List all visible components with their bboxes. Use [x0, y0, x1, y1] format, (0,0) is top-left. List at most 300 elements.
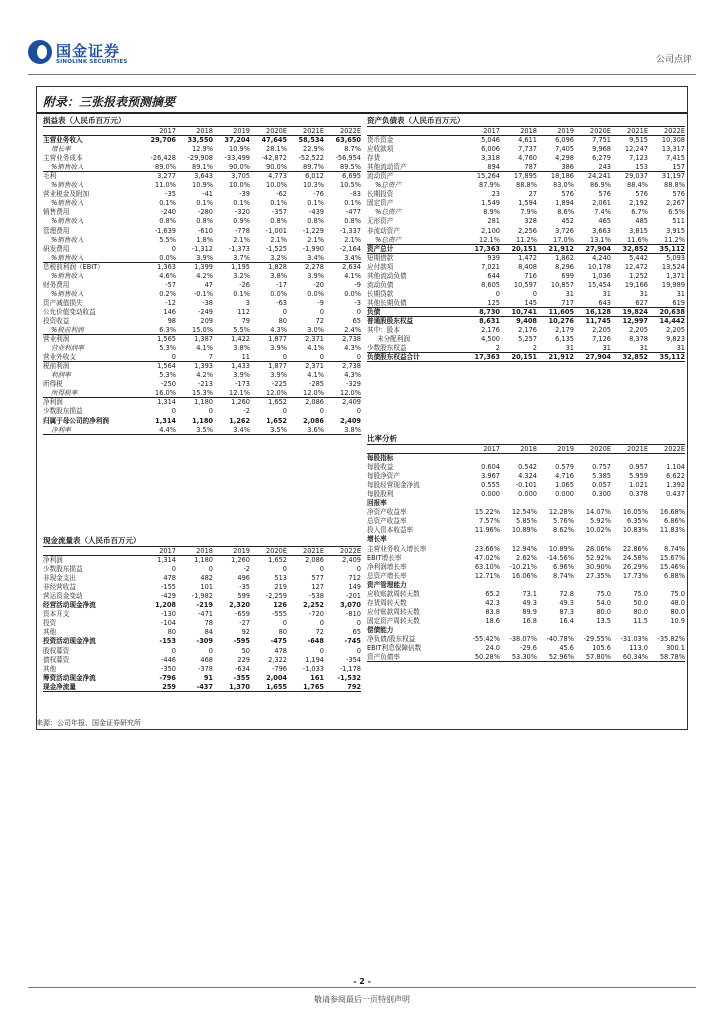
row-label: %销售收入 [51, 271, 84, 280]
year-header: 2022E [664, 445, 685, 453]
table-cell: 50.28% [474, 653, 500, 662]
table-cell: 328 [524, 217, 537, 226]
row-label: 非现金支出 [43, 574, 76, 583]
page-number: - 2 - [353, 977, 371, 986]
table-cell: 20,151 [511, 244, 537, 253]
table-cell: 1,260 [231, 398, 250, 407]
table-cell: 31,197 [661, 172, 685, 181]
header-label [367, 127, 463, 135]
table-cell: 3,815 [629, 226, 648, 235]
table-cell: 577 [311, 574, 324, 583]
table-cell: 24,241 [587, 172, 611, 181]
table-cell: 8.74% [664, 544, 685, 553]
table-cell: 0 [356, 407, 361, 416]
table-row [43, 353, 361, 362]
table-cell: 90.0% [266, 163, 287, 172]
table-cell: 5,046 [481, 136, 500, 145]
table-cell: 87.9% [479, 181, 500, 190]
table-cell: -52,522 [298, 154, 324, 163]
table-cell: 11 [241, 353, 250, 362]
table-cell: -437 [196, 682, 213, 691]
table-cell: 1,262 [229, 416, 250, 425]
table-cell: -40.78% [546, 634, 574, 643]
table-cell: 1,655 [266, 682, 287, 691]
table-cell: 18.6 [485, 616, 500, 625]
table-cell: 0 [319, 407, 324, 416]
table-row [367, 599, 685, 608]
table-cell: 31 [602, 289, 611, 298]
table-row [43, 628, 361, 637]
table-cell: 0.437 [666, 490, 685, 499]
table-cell: 513 [274, 574, 287, 583]
table-cell: -9 [354, 280, 361, 289]
row-label: 净利润 [43, 398, 63, 407]
table-cell: -219 [196, 601, 213, 610]
table-cell: 31 [639, 344, 648, 353]
table-cell: 10.89% [548, 544, 574, 553]
table-cell: 5.3% [159, 344, 176, 353]
table-row [43, 417, 361, 426]
table-cell [463, 499, 500, 508]
table-cell: 80 [167, 628, 176, 637]
table-cell: 0 [171, 646, 176, 655]
table-cell: 259 [162, 682, 176, 691]
table-cell: 22.9% [303, 145, 324, 154]
table-row [43, 227, 361, 236]
table-cell: 19,824 [622, 307, 648, 316]
table-title: 比率分析 [367, 433, 685, 445]
table-cell: 3.4% [307, 253, 324, 262]
table-cell: 1,422 [231, 335, 250, 344]
table-cell: -155 [161, 583, 176, 592]
row-label: 增长率 [367, 535, 387, 544]
table-cell: 7,123 [629, 154, 648, 163]
table-cell: 47.02% [474, 553, 500, 562]
table-row [367, 472, 685, 481]
table-cell: -610 [198, 226, 213, 235]
table-row [367, 208, 685, 217]
table-cell: 3,643 [194, 172, 213, 181]
table-cell: 12,997 [622, 316, 648, 325]
table-cell: 65 [352, 316, 361, 325]
table-cell: 20,638 [659, 307, 685, 316]
table-cell: 65.2 [485, 589, 500, 598]
table-cell: 10,178 [587, 262, 611, 271]
row-label: 归属于母公司的净利润 [43, 416, 109, 425]
row-label: 筹资活动现金净流 [43, 673, 96, 682]
table-cell: 2.1% [270, 235, 287, 244]
table-cell: 4.2% [196, 271, 213, 280]
table-cell: 2.4% [344, 326, 361, 335]
table-row [43, 208, 361, 217]
table-cell: 0.8% [344, 217, 361, 226]
table-cell: 2,371 [305, 335, 324, 344]
table-cell: 3.8% [344, 425, 361, 434]
table-cell [574, 535, 611, 544]
table-row [367, 581, 685, 590]
year-header: 2017 [159, 547, 176, 555]
table-cell: 6.7% [631, 208, 648, 217]
row-label: 应付款项 [367, 262, 394, 271]
row-label: 负债 [367, 307, 381, 316]
table-cell: 10,308 [661, 136, 685, 145]
table-row [367, 535, 685, 544]
table-cell [463, 581, 500, 590]
table-row [367, 454, 685, 463]
year-header: 2019 [233, 127, 250, 135]
table-cell: 20,151 [511, 353, 537, 362]
table-row [43, 398, 361, 407]
table-row [43, 217, 361, 226]
table-cell: 0 [319, 619, 324, 628]
table-cell: 7.57% [479, 517, 500, 526]
table-cell: 0 [171, 565, 176, 574]
table-row [43, 601, 361, 610]
table-row [367, 490, 685, 499]
table-cell [574, 626, 611, 635]
row-label: 销售费用 [43, 208, 70, 217]
row-label: %总资产 [375, 181, 402, 190]
table-row [367, 145, 685, 154]
table-cell: 11.83% [659, 526, 685, 535]
table-cell: 10.9% [192, 181, 213, 190]
table-cell: 0.1% [307, 199, 324, 208]
table-cell: -0.1% [193, 289, 213, 298]
table-cell: 2,278 [305, 262, 324, 271]
table-cell [500, 626, 537, 635]
table-cell: 0.000 [518, 490, 537, 499]
table-cell: 89.5% [340, 163, 361, 172]
table-cell: -1,229 [302, 226, 324, 235]
row-label: 管理费用 [43, 226, 70, 235]
table-cell: 113.0 [629, 644, 648, 653]
table-row [367, 554, 685, 563]
row-label: 固定资产周转天数 [367, 616, 420, 625]
table-cell: 75.0 [670, 589, 685, 598]
table-cell: 2,205 [592, 326, 611, 335]
table-cell: 4.1% [196, 344, 213, 353]
header-label [367, 445, 463, 453]
table-cell: 47 [204, 280, 213, 289]
table-cell: 7.9% [520, 208, 537, 217]
table-cell: 1,370 [229, 682, 250, 691]
table-cell: 0.555 [481, 481, 500, 490]
table-row [43, 656, 361, 665]
table-cell [648, 626, 685, 635]
table-cell [500, 454, 537, 463]
table-cell: -2,164 [339, 244, 361, 253]
table-cell: 75.0 [596, 589, 611, 598]
table-cell: 15.46% [659, 562, 685, 571]
table-cell: 28.1% [266, 145, 287, 154]
table-row [367, 326, 685, 335]
table-cell: 15.3% [192, 389, 213, 398]
table-row [43, 181, 361, 190]
table-cell [648, 581, 685, 590]
year-header: 2018 [196, 547, 213, 555]
table-cell: 19,989 [661, 280, 685, 289]
table-cell: 29,037 [624, 172, 648, 181]
table-row [367, 308, 685, 317]
page-header [0, 0, 724, 80]
table-cell: 11.2% [516, 235, 537, 244]
table-cell: -130 [161, 610, 176, 619]
row-label: 增长率 [51, 145, 71, 154]
table-cell [611, 454, 648, 463]
title-divider [37, 112, 687, 114]
table-cell: 2,100 [481, 226, 500, 235]
table-row [43, 380, 361, 389]
table-cell: 4.4% [159, 425, 176, 434]
table-cell: 0.1% [344, 199, 361, 208]
table-cell: 0.579 [555, 463, 574, 472]
table-cell: 49.3 [559, 598, 574, 607]
table-cell: -104 [161, 619, 176, 628]
table-cell: 0 [282, 353, 287, 362]
table-cell: 0.9% [233, 217, 250, 226]
table-row [43, 674, 361, 683]
table-cell: 145 [524, 298, 537, 307]
table-cell: 1,652 [266, 416, 287, 425]
table-cell: 60.34% [622, 653, 648, 662]
table-cell: 10.89% [511, 526, 537, 535]
year-header: 2021E [627, 445, 648, 453]
table-cell: 3,915 [666, 226, 685, 235]
table-cell: 14.07% [585, 508, 611, 517]
table-cell: 17,363 [474, 353, 500, 362]
table-cell: 2,409 [340, 416, 361, 425]
table-cell: -10.21% [509, 562, 537, 571]
table-cell: 91 [203, 673, 213, 682]
table-cell: -29,908 [187, 154, 213, 163]
source-note: 来源：公司年报、国金证券研究所 [36, 719, 141, 727]
table-cell: 11.96% [474, 526, 500, 535]
table-cell: 12.0% [340, 389, 361, 398]
table-cell: -329 [346, 380, 361, 389]
table-cell: 6,695 [342, 172, 361, 181]
table-cell [574, 454, 611, 463]
table-cell: 0.8% [196, 217, 213, 226]
table-cell [537, 499, 574, 508]
year-header: 2018 [520, 127, 537, 135]
table-cell: 2,004 [266, 673, 287, 682]
table-row [43, 308, 361, 317]
table-cell: 75.0 [633, 589, 648, 598]
row-label: 营业利润率 [51, 344, 84, 353]
table-cell: -249 [198, 307, 213, 316]
table-row [43, 254, 361, 263]
table-cell: 1.065 [555, 481, 574, 490]
table-cell: 127 [311, 583, 324, 592]
table-cell: 5.385 [592, 472, 611, 481]
table-cell: 0 [356, 307, 361, 316]
table-cell: 2,192 [629, 199, 648, 208]
table-cell: 27.35% [585, 571, 611, 580]
header-label [43, 127, 139, 135]
table-row [43, 371, 361, 380]
table-cell: 15,454 [587, 280, 611, 289]
table-cell: 627 [635, 298, 648, 307]
table-cell: 88.8% [664, 181, 685, 190]
table-cell: 87.3 [559, 607, 574, 616]
table-cell: 939 [487, 253, 500, 262]
table-cell: 9,968 [592, 145, 611, 154]
table-cell: 11.5 [633, 616, 648, 625]
table-cell [648, 499, 685, 508]
row-label: %总资产 [375, 235, 402, 244]
table-cell: 0 [319, 646, 324, 655]
row-label: 其他 [43, 664, 57, 673]
table-cell: 12.94% [511, 544, 537, 553]
table-row [367, 254, 685, 263]
table-cell: 3.6% [307, 425, 324, 434]
table-cell: 243 [598, 163, 611, 172]
row-label: 净利润 [43, 556, 63, 565]
table-cell: 3,070 [340, 601, 361, 610]
table-cell: 13.5 [596, 616, 611, 625]
table-cell: -62 [276, 190, 287, 199]
table-cell: 11.2% [664, 235, 685, 244]
table-cell: 0 [356, 353, 361, 362]
table-row [367, 299, 685, 308]
table-row [43, 389, 361, 398]
table-cell: -477 [346, 208, 361, 217]
table-cell [611, 626, 648, 635]
table-cell: 3 [245, 298, 250, 307]
table-row [43, 592, 361, 601]
table-cell: -2 [243, 407, 250, 416]
table-cell: 3.4% [344, 253, 361, 262]
table-cell: -796 [159, 673, 176, 682]
table-cell: 3.5% [196, 425, 213, 434]
row-label: 利润率 [51, 371, 71, 380]
table-cell: 24.58% [622, 553, 648, 562]
table-cell: -285 [309, 380, 324, 389]
table-cell: 2,205 [666, 326, 685, 335]
table-cell: -3 [354, 298, 361, 307]
table-cell: 98 [167, 316, 176, 325]
table-cell: 10.0% [229, 181, 250, 190]
row-label: 存货周转天数 [367, 598, 407, 607]
table-cell: 2,320 [229, 601, 250, 610]
table-cell: 2 [532, 344, 537, 353]
table-cell: -63 [276, 298, 287, 307]
table-cell: 0 [282, 407, 287, 416]
row-label: 现金净流量 [43, 682, 76, 691]
table-cell: 80 [278, 628, 287, 637]
table-cell: 3.4% [233, 425, 250, 434]
table-cell: 3.9% [233, 371, 250, 380]
table-cell: 29,706 [150, 136, 176, 145]
table-cell: 112 [237, 307, 250, 316]
row-label: 资产负债率 [367, 653, 400, 662]
table-cell: 31 [676, 289, 685, 298]
table-cell: 10,597 [513, 280, 537, 289]
table-cell: 16,128 [585, 307, 611, 316]
table-row [367, 572, 685, 581]
table-cell: 10.0% [266, 181, 287, 190]
year-header: 2021E [627, 127, 648, 135]
table-cell: 0 [319, 353, 324, 362]
row-label: 非经营收益 [43, 583, 76, 592]
table-cell: -354 [346, 655, 361, 664]
table-row [43, 556, 361, 565]
table-cell: 89.0% [155, 163, 176, 172]
row-label: 总资产增长率 [367, 571, 407, 580]
table-row [367, 653, 685, 662]
table-cell: 0.0% [307, 289, 324, 298]
table-cell: -280 [198, 208, 213, 217]
row-label: 固定资产 [367, 199, 394, 208]
table-cell: 31 [676, 344, 685, 353]
table-cell: 0.542 [518, 463, 537, 472]
table-cell: 6.88% [664, 571, 685, 580]
table-cell [463, 535, 500, 544]
table-cell: 1,894 [555, 199, 574, 208]
table-row [367, 644, 685, 653]
table-cell [500, 535, 537, 544]
table-cell: 2,634 [342, 262, 361, 271]
row-label: 少数股东损益 [43, 407, 83, 416]
table-cell: -0.101 [515, 481, 537, 490]
table-cell: 83.0% [553, 181, 574, 190]
table-cell: 12,247 [624, 145, 648, 154]
table-cell: -378 [198, 664, 213, 673]
table-row [43, 299, 361, 308]
table-cell: 2,086 [305, 556, 324, 565]
table-cell: 0.1% [233, 199, 250, 208]
row-label: %税前利润 [51, 326, 84, 335]
row-label: 其他 [43, 628, 57, 637]
table-cell: 6,006 [481, 145, 500, 154]
row-label: 其他流动负债 [367, 271, 407, 280]
table-cell: 8,378 [629, 335, 648, 344]
row-label: 长期投资 [367, 190, 394, 199]
table-cell: -35 [165, 190, 176, 199]
table-cell: 2,179 [555, 326, 574, 335]
table-cell: 13,317 [661, 145, 685, 154]
table-cell: 599 [237, 592, 250, 601]
table-cell: -350 [161, 664, 176, 673]
table-cell: 2,267 [666, 199, 685, 208]
table-cell: 11,605 [548, 307, 574, 316]
table-cell: 1,208 [155, 601, 176, 610]
table-cell: -213 [198, 380, 213, 389]
table-cell: -1,033 [302, 664, 324, 673]
row-label: 其他长期负债 [367, 298, 407, 307]
table-cell: 2,322 [268, 655, 287, 664]
table-cell: -355 [233, 673, 250, 682]
table-cell: 5.85% [516, 517, 537, 526]
table-cell: 2,176 [518, 326, 537, 335]
table-cell: 0 [356, 619, 361, 628]
table-cell: 0.2% [159, 289, 176, 298]
table-cell: 31 [565, 289, 574, 298]
table-cell: 17,895 [513, 172, 537, 181]
table-cell: 219 [274, 583, 287, 592]
table-cell: -35 [239, 583, 250, 592]
table-title: 资产负债表（人民币百万元） [367, 115, 685, 127]
row-label: 无形资产 [367, 217, 394, 226]
table-cell: 6.622 [666, 472, 685, 481]
table-cell: 33,550 [187, 136, 213, 145]
table-cell: 6.35% [627, 517, 648, 526]
row-label: %销售收入 [51, 217, 84, 226]
table-title: 损益表（人民币百万元） [43, 115, 361, 127]
table-cell: 699 [561, 271, 574, 280]
table-cell: 1,862 [555, 253, 574, 262]
row-label: 财务费用 [43, 280, 70, 289]
